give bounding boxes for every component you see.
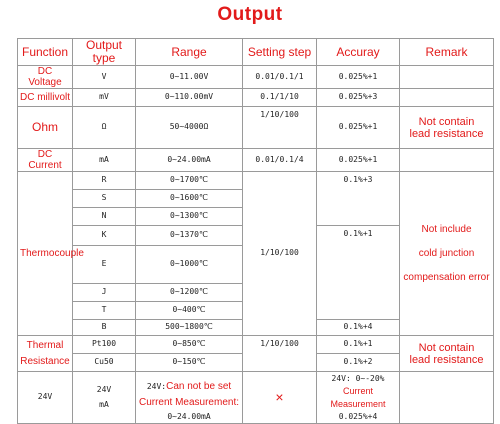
output-spec-table [17,38,494,424]
remark-dc-current [400,149,494,172]
accuracy-dc-voltage: 0.025%+1 [317,66,400,89]
range-24v [136,372,243,424]
remark-thermal-line-2: lead resistance [409,353,484,366]
type-dc-millivolt: mV [73,89,136,107]
step-ohm: 1/10/100 [243,107,317,149]
function-24v: 24V [18,372,73,424]
remark-tc-line-3: compensation error [403,271,490,283]
row-ohm [18,107,494,149]
header-function: Function [18,39,73,66]
function-dc-current: DC Current [18,149,73,172]
type-dc-current: mA [73,149,136,172]
remark-ohm-line-2: lead resistance [409,127,484,140]
remark-thermal-line-1: Not contain [418,341,475,354]
row-dc-current [18,149,494,172]
range-tc-j: 0~1200℃ [136,284,243,302]
type-tc-k: K [73,226,136,246]
step-dc-current: 0.01/0.1/4 [243,149,317,172]
function-dc-voltage: DC Voltage [18,66,73,89]
remark-dc-voltage [400,66,494,89]
type-24v [73,372,136,424]
accuracy-dc-millivolt: 0.025%+3 [317,89,400,107]
accuracy-tc-a: 0.1%+3 [317,172,400,226]
remark-dc-millivolt [400,89,494,107]
range-tc-s: 0~1600℃ [136,190,243,208]
type-pt100: Pt100 [73,336,136,354]
header-setting-step: Setting step [243,39,317,66]
step-thermal-resistance: 1/10/100 [243,336,317,372]
remark-24v [400,372,494,424]
range-dc-current: 0~24.00mA [136,149,243,172]
range-tc-k: 0~1370℃ [136,226,243,246]
accuracy-24v-line-1: 24V: 0~-20% [331,374,385,384]
accuracy-pt100: 0.1%+1 [317,336,400,354]
header-output-type: Output type [73,39,136,66]
range-tc-b: 500~1800℃ [136,320,243,336]
remark-thermal-resistance [400,336,494,372]
range-24v-prefix: 24V: [146,382,167,392]
row-pt100 [18,336,494,354]
remark-tc-line-2: cold junction [418,247,475,259]
range-tc-e: 0~1000℃ [136,246,243,284]
row-24v [18,372,494,424]
cross-icon: × [275,389,284,406]
step-dc-voltage: 0.01/0.1/1 [243,66,317,89]
range-pt100: 0~850℃ [136,336,243,354]
type-24v-line-1: 24V [96,385,112,395]
range-tc-r: 0~1700℃ [136,172,243,190]
range-ohm: 50~4000Ω [136,107,243,149]
type-ohm: Ω [73,107,136,149]
type-24v-line-2: mA [99,399,109,409]
type-tc-t: T [73,302,136,320]
function-thermal-line-2: Resistance [20,355,70,367]
accuracy-ohm: 0.025%+1 [317,107,400,149]
step-thermocouple: 1/10/100 [243,172,317,336]
type-cu50: Cu50 [73,354,136,372]
page-title: Output [217,4,283,25]
header-remark: Remark [400,39,494,66]
function-thermal-resistance [18,336,73,372]
type-tc-n: N [73,208,136,226]
range-tc-t: 0~400℃ [136,302,243,320]
function-dc-millivolt: DC millivolt [18,89,73,107]
row-tc-r [18,172,494,190]
type-tc-b: B [73,320,136,336]
type-tc-s: S [73,190,136,208]
function-thermal-line-1: Thermal [26,339,64,351]
range-24v-line-2: Current Measurement: [138,397,240,409]
remark-tc-line-1: Not include [421,223,472,235]
range-dc-voltage: 0~11.00V [136,66,243,89]
accuracy-24v [317,372,400,424]
accuracy-dc-current: 0.025%+1 [317,149,400,172]
type-dc-voltage: V [73,66,136,89]
accuracy-24v-line-3: 0.025%+4 [338,411,378,421]
step-dc-millivolt: 0.1/1/10 [243,89,317,107]
type-tc-j: J [73,284,136,302]
accuracy-cu50: 0.1%+2 [317,354,400,372]
row-dc-millivolt [18,89,494,107]
range-24v-cannot-set: Can not be set [166,381,232,393]
header-range: Range [136,39,243,66]
range-tc-n: 0~1300℃ [136,208,243,226]
accuracy-tc-c: 0.1%+4 [317,320,400,336]
type-tc-r: R [73,172,136,190]
step-24v [243,372,317,424]
function-thermocouple: Thermocouple [18,172,73,336]
range-24v-line-3: 0~24.00mA [167,411,211,421]
remark-thermocouple [400,172,494,336]
remark-ohm-line-1: Not contain [418,115,475,128]
header-accuracy: Accuray [317,39,400,66]
type-tc-e: E [73,246,136,284]
range-24v-line-1 [138,373,240,396]
range-cu50: 0~150℃ [136,354,243,372]
range-dc-millivolt: 0~110.00mV [136,89,243,107]
accuracy-24v-line-2: Current Measurement [330,385,386,409]
function-ohm: Ohm [18,107,73,149]
header-row [18,39,494,66]
remark-ohm [400,107,494,149]
accuracy-tc-b: 0.1%+1 [317,226,400,320]
row-dc-voltage [18,66,494,89]
